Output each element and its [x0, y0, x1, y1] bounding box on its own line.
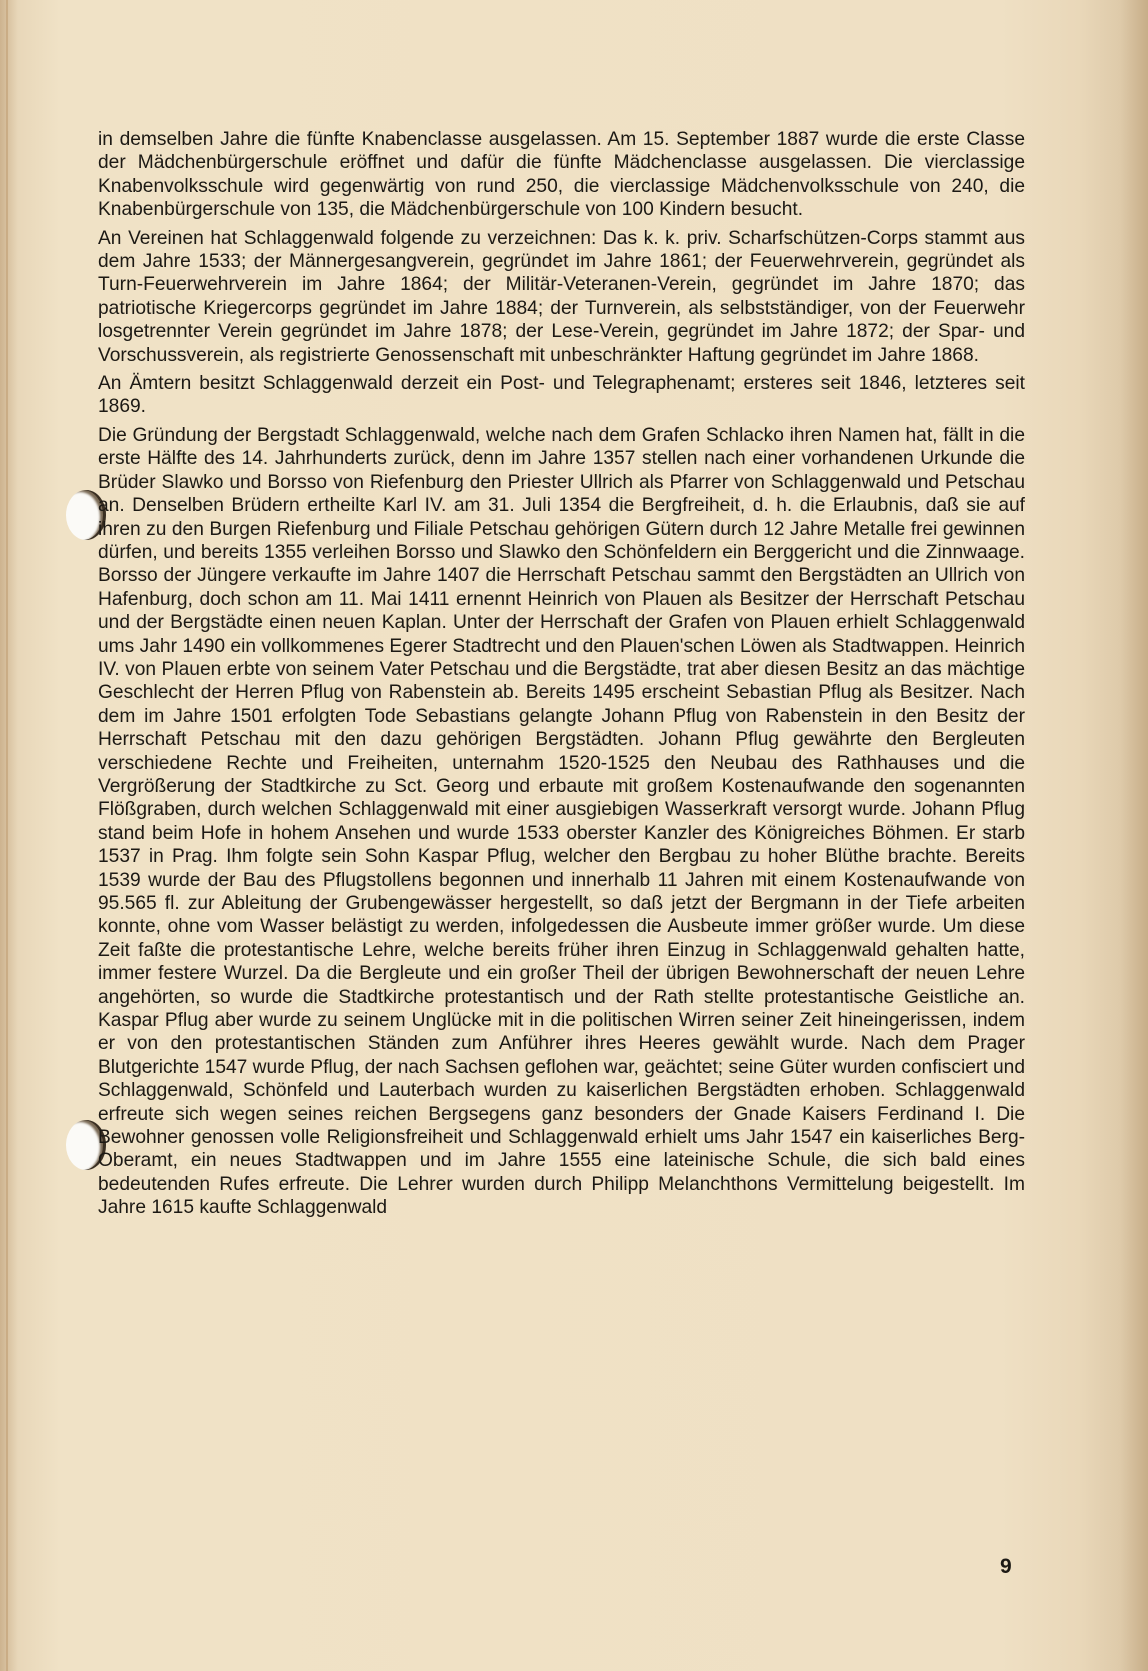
body-text: [98, 128, 1025, 1225]
paragraph-town-history: Die Gründung der Bergstadt Schlaggenwald, welche nach dem Grafen Schlacko ihren Namen hat, fällt in die erste Hälfte des 14. Jahrhunderts zurück, denn im Jahre 1357 stellen nach einer vorhandenen Urkunde die Brüder Slawko und Borsso von Riefenburg den Priester Ullrich als Pfarrer von Schlaggenwald und Petschau an. Denselben Brüdern ertheilte Karl IV. am 31. Juli 1354 die Bergfreiheit, d. h. die Erlaubnis, daß sie auf ihren zu den Burgen Riefenburg und Filiale Petschau gehörigen Gütern durch 12 Jahre Metalle frei gewinnen dürfen, und bereits 1355 verleihen Borsso und Slawko den Schönfeldern ein Berggericht und die Zinnwaage. Borsso der Jüngere verkaufte im Jahre 1407 die Herrschaft Petschau sammt den Bergstädten an Ullrich von Hafenburg, doch schon am 11. Mai 1411 ernennt Heinrich von Plauen als Besitzer der Herrschaft Petschau und der Bergstädte einen neuen Kaplan. Unter der Herrschaft der Grafen von Plauen erhielt Schlaggenwald ums Jahr 1490 ein vollkommenes Egerer Stadtrecht und den Plauen'schen Löwen als Stadtwappen. Heinrich IV. von Plauen erbte von seinem Vater Petschau und die Bergstädte, trat aber diesen Besitz an das mächtige Geschlecht der Herren Pflug von Rabenstein ab. Bereits 1495 erscheint Sebastian Pflug als Besitzer. Nach dem im Jahre 1501 erfolgten Tode Sebastians gelangte Johann Pflug von Rabenstein in den Besitz der Herrschaft Petschau mit den dazu gehörigen Bergstädten. Johann Pflug gewährte den Bergleuten verschiedene Rechte und Freiheiten, unternahm 1520-1525 den Neubau des Rathhauses und die Vergrößerung der Stadtkirche zu Sct. Georg und erbaute mit großem Kostenaufwande den sogenannten Flößgraben, durch welchen Schlaggenwald mit einer ausgiebigen Wasserkraft versorgt wurde. Johann Pflug stand beim Hofe in hohem Ansehen und wurde 1533 oberster Kanzler des Königreiches Böhmen. Er starb 1537 in Prag. Ihm folgte sein Sohn Kaspar Pflug, welcher den Bergbau zu hoher Blüthe brachte. Bereits 1539 wurde der Bau des Pflugstollens begonnen und innerhalb 11 Jahren mit einem Kostenaufwande von 95.565 fl. zur Ableitung der Grubengewässer hergestellt, so daß jetzt der Bergmann in der Tiefe arbeiten konnte, ohne vom Wasser belästigt zu werden, infolgedessen die Ausbeute immer größer wurde. Um diese Zeit faßte die protestantische Lehre, welche bereits früher ihren Einzug in Schlaggenwald gehalten hatte, immer festere Wurzel. Da die Bergleute und ein großer Theil der übrigen Bewohnerschaft der neuen Lehre angehörten, so wurde die Stadtkirche protestantisch und der Rath stellte protestantische Geistliche an. Kaspar Pflug aber wurde zu seinem Unglücke mit in die politischen Wirren seiner Zeit hineingerissen, indem er von den protestantischen Ständen zum Anführer ihres Heeres gewählt wurde. Nach dem Prager Blutgerichte 1547 wurde Pflug, der nach Sachsen geflohen war, geächtet; seine Güter wurden confisciert und Schlaggenwald, Schönfeld und Lauterbach wurden zu kaiserlichen Bergstädten erhoben. Schlaggenwald erfreute sich wegen seines reichen Bergsegens ganz besonders der Gnade Kaisers Ferdinand I. Die Bewohner genossen volle Religionsfreiheit und Schlaggenwald erhielt ums Jahr 1547 ein kaiserliches Berg-Oberamt, ein neues Stadtwappen und im Jahre 1555 eine lateinische Schule, die sich bald eines bedeutenden Rufes erfreute. Die Lehrer wurden durch Philipp Melanchthons Vermittelung beigestellt. Im Jahre 1615 kaufte Schlaggenwald: [98, 424, 1025, 1219]
page-number: 9: [1000, 1555, 1012, 1578]
binding-edge: [6, 0, 8, 1671]
page-edge-shading: [1080, 0, 1148, 1671]
paragraph-school-classes: in demselben Jahre die fünfte Knabenclasse ausgelassen. Am 15. September 1887 wurde die erste Classe der Mädchenbürgerschule eröffnet und dafür die fünfte Mädchenclasse ausgelassen. Die vierclassige Knabenvolksschule wird gegenwärtig von rund 250, die vierclassige Mädchenvolksschule von 240, die Knabenbürgerschule von 135, die Mädchenbürgerschule von 100 Kindern besucht.: [98, 129, 1025, 221]
paragraph-associations: An Vereinen hat Schlaggenwald folgende zu verzeichnen: Das k. k. priv. Scharfschützen-Corps stammt aus dem Jahre 1533; der Männergesangverein, gegründet im Jahre 1861; der Feuerwehrverein, gegründet als Turn-Feuerwehrverein im Jahre 1864; der Militär-Veteranen-Verein, gegründet im Jahre 1870; das patriotische Kriegercorps gegründet im Jahre 1884; der Turnverein, als selbstständiger, von der Feuerwehr losgetrennter Verein gegründet im Jahre 1878; der Lese-Verein, gegründet im Jahre 1872; der Spar- und Vorschussverein, als registrierte Genossenschaft mit unbeschränkter Haftung gegründet im Jahre 1868.: [98, 227, 1025, 366]
paragraph-offices: An Ämtern besitzt Schlaggenwald derzeit ein Post- und Telegraphenamt; ersteres seit 1846, letzteres seit 1869.: [98, 373, 1025, 418]
